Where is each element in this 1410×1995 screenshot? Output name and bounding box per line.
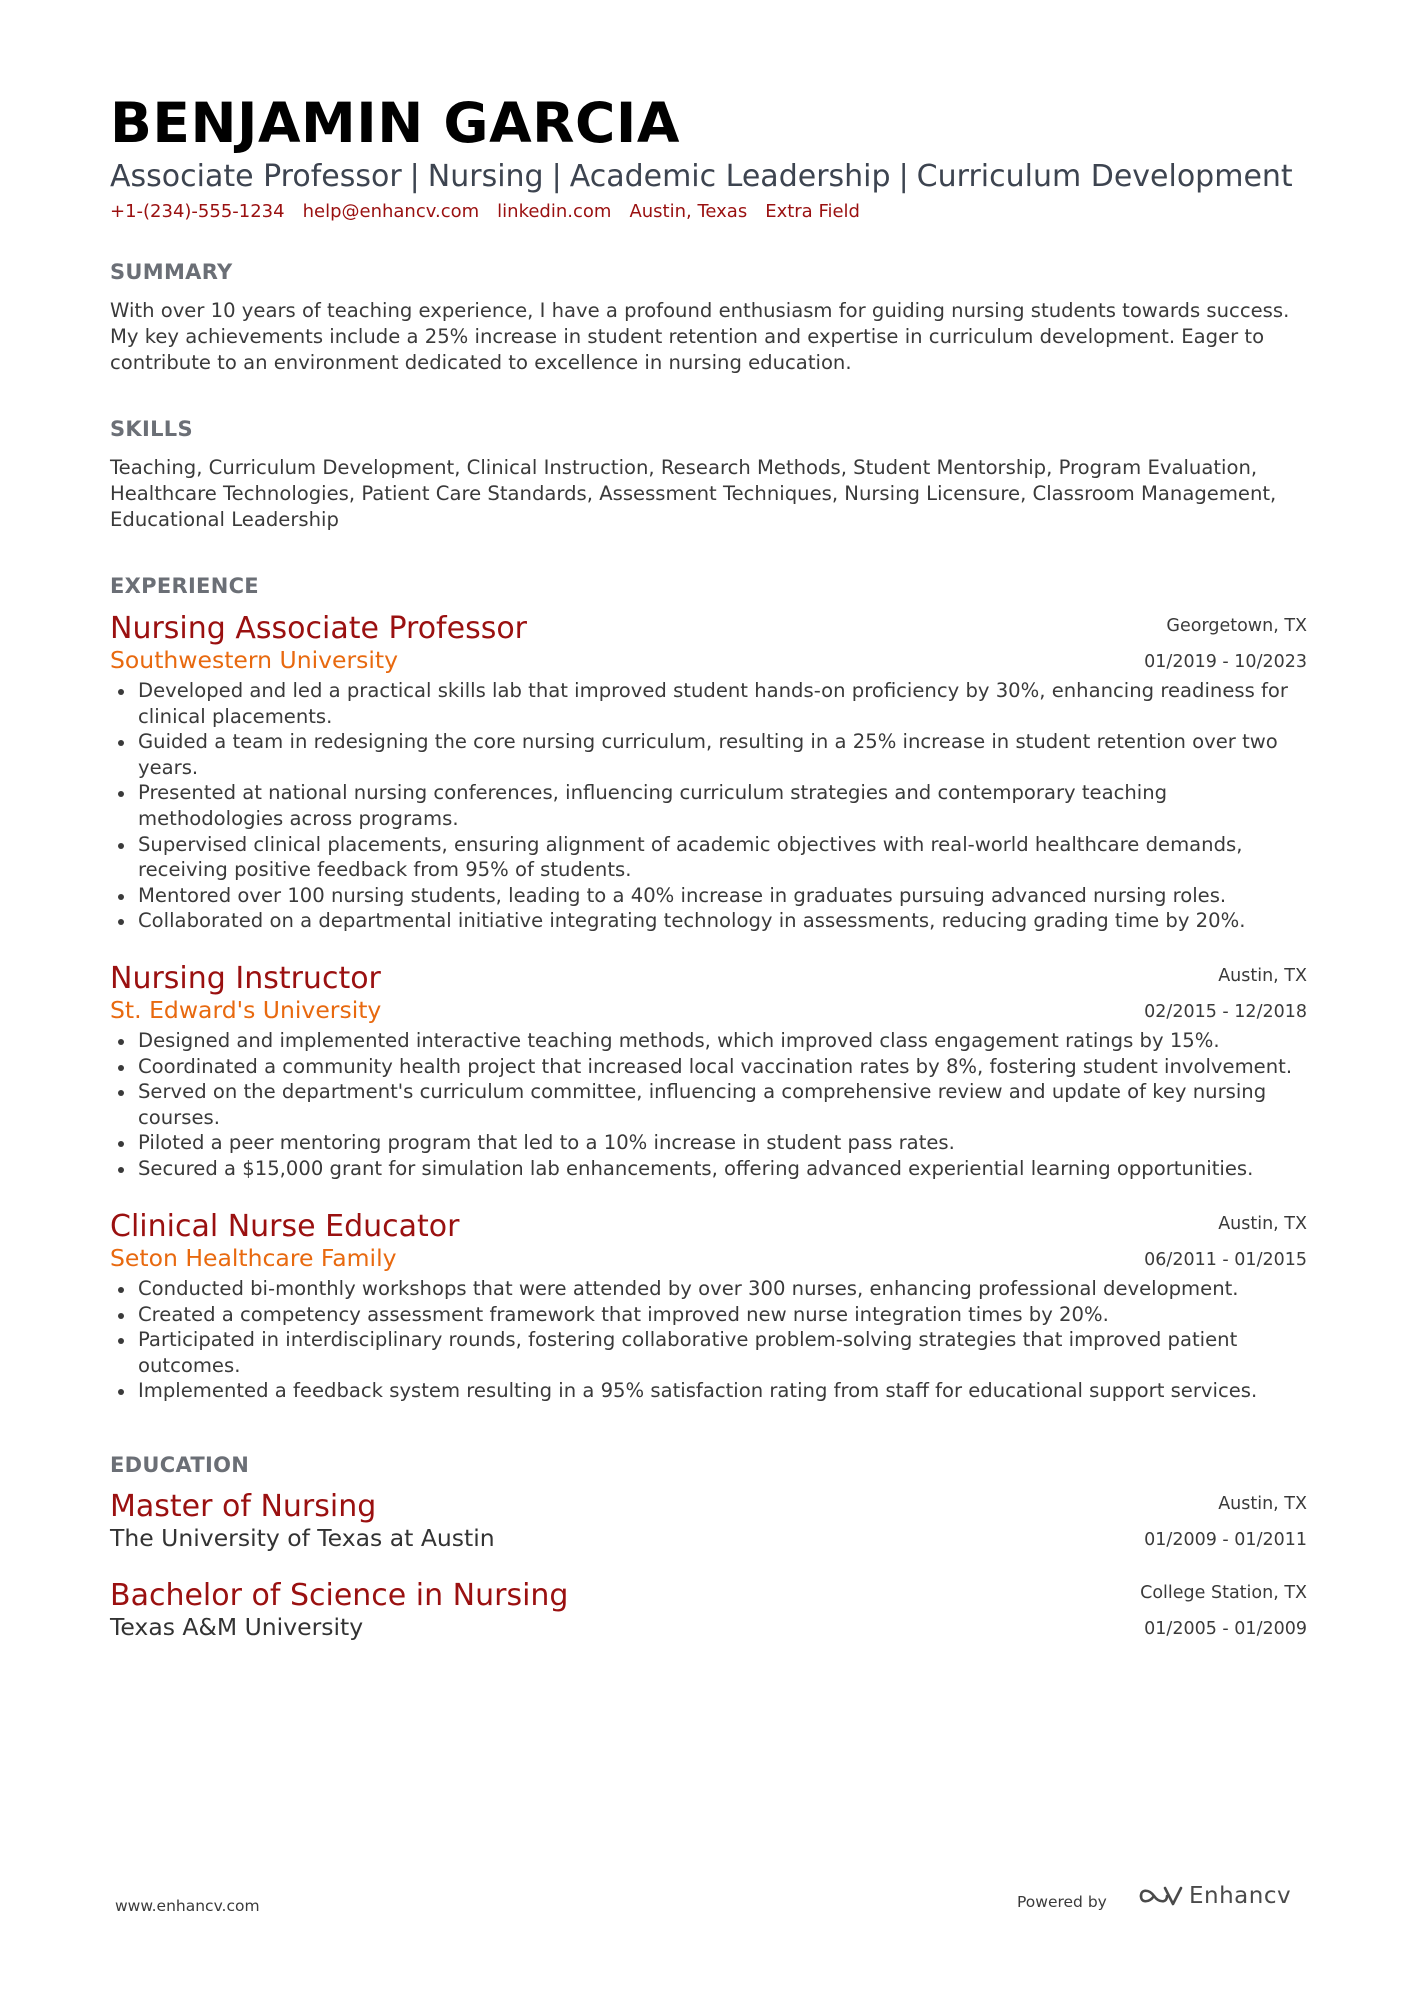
job-bullet: Supervised clinical placements, ensuring alignment of academic objectives with real-world healthcare demands, receiving positive feedback from 95% of students. bbox=[110, 832, 1307, 883]
job-title: Nursing Associate Professor bbox=[110, 611, 528, 646]
contact-info bbox=[110, 203, 878, 221]
job-bullets bbox=[110, 1028, 1307, 1182]
job-bullet: Secured a $15,000 grant for simulation lab enhancements, offering advanced experiential learning opportunities. bbox=[110, 1156, 1307, 1182]
education-section-title: EDUCATION bbox=[110, 1453, 250, 1477]
job-bullet: Piloted a peer mentoring program that led to a 10% increase in student pass rates. bbox=[110, 1130, 1307, 1156]
job-bullets bbox=[110, 678, 1307, 934]
headline bbox=[110, 159, 1293, 194]
education-location: Austin, TX bbox=[1218, 1494, 1307, 1514]
contact-email[interactable]: help@enhancv.com bbox=[302, 201, 480, 222]
brand-logo[interactable] bbox=[1137, 1883, 1291, 1909]
brand-name: Enhancv bbox=[1189, 1883, 1292, 1909]
enhancv-logo-icon bbox=[1137, 1883, 1183, 1909]
job-organization: Southwestern University bbox=[110, 646, 399, 674]
headline-separator: | bbox=[551, 159, 562, 194]
skills-section-title: SKILLS bbox=[110, 417, 193, 441]
school-name: The University of Texas at Austin bbox=[110, 1524, 495, 1552]
job-dates: 01/2019 - 10/2023 bbox=[1144, 652, 1307, 672]
job-bullets bbox=[110, 1276, 1307, 1404]
skills-text: Teaching, Curriculum Development, Clinical Instruction, Research Methods, Student Mentorship, Program Evaluation, Healthcare Technologies, Patient Care Standards, Assessment Techniques, Nursing Licensure, Classroom Management, Educational Leadership bbox=[110, 456, 1277, 531]
summary-section-title: SUMMARY bbox=[110, 260, 233, 284]
contact-phone[interactable]: +1-(234)-555-1234 bbox=[110, 201, 285, 222]
job-organization: Seton Healthcare Family bbox=[110, 1244, 397, 1272]
contact-extra-field: Extra Field bbox=[765, 201, 860, 222]
job-title: Clinical Nurse Educator bbox=[110, 1209, 460, 1244]
education-entry bbox=[110, 1579, 1307, 1641]
contact-linkedin[interactable]: linkedin.com bbox=[497, 201, 612, 222]
job-bullet: Mentored over 100 nursing students, leading to a 40% increase in graduates pursuing advanced nursing roles. bbox=[110, 883, 1307, 909]
job-bullet: Participated in interdisciplinary rounds, fostering collaborative problem-solving strategies that improved patient outcomes. bbox=[110, 1327, 1307, 1378]
job-bullet: Presented at national nursing conferences, influencing curriculum strategies and contemporary teaching methodologies across programs. bbox=[110, 780, 1307, 831]
experience-entry bbox=[110, 1210, 1307, 1404]
job-bullet: Developed and led a practical skills lab that improved student hands-on proficiency by 30%, enhancing readiness for clinical placements. bbox=[110, 678, 1307, 729]
headline-separator: | bbox=[898, 159, 909, 194]
school-name: Texas A&M University bbox=[110, 1613, 364, 1641]
experience-entry bbox=[110, 612, 1307, 934]
job-bullet: Served on the department's curriculum committee, influencing a comprehensive review and update of key nursing courses. bbox=[110, 1079, 1307, 1130]
job-organization: St. Edward's University bbox=[110, 996, 382, 1024]
job-location: Georgetown, TX bbox=[1166, 616, 1307, 636]
education-dates: 01/2005 - 01/2009 bbox=[1144, 1619, 1307, 1639]
job-bullet: Guided a team in redesigning the core nursing curriculum, resulting in a 25% increase in student retention over two years. bbox=[110, 729, 1307, 780]
job-bullet: Collaborated on a departmental initiative integrating technology in assessments, reducing grading time by 20%. bbox=[110, 908, 1307, 934]
degree-title: Bachelor of Science in Nursing bbox=[110, 1578, 569, 1613]
education-location: College Station, TX bbox=[1140, 1583, 1307, 1603]
contact-location: Austin, Texas bbox=[629, 201, 748, 222]
job-bullet: Conducted bi-monthly workshops that were attended by over 300 nurses, enhancing professional development. bbox=[110, 1276, 1307, 1302]
powered-by-label: Powered by bbox=[1017, 1893, 1107, 1911]
headline-item: Curriculum Development bbox=[916, 159, 1293, 194]
headline-item: Associate Professor bbox=[110, 159, 402, 194]
job-location: Austin, TX bbox=[1218, 1214, 1307, 1234]
headline-item: Academic Leadership bbox=[569, 159, 891, 194]
headline-separator: | bbox=[409, 159, 420, 194]
job-dates: 02/2015 - 12/2018 bbox=[1144, 1002, 1307, 1022]
job-bullet: Implemented a feedback system resulting in a 95% satisfaction rating from staff for educational support services. bbox=[110, 1378, 1307, 1404]
experience-section-title: EXPERIENCE bbox=[110, 574, 259, 598]
job-dates: 06/2011 - 01/2015 bbox=[1144, 1250, 1307, 1270]
footer-url[interactable]: www.enhancv.com bbox=[115, 1897, 260, 1915]
headline-item: Nursing bbox=[427, 159, 544, 194]
degree-title: Master of Nursing bbox=[110, 1489, 377, 1524]
summary-text: With over 10 years of teaching experience, I have a profound enthusiasm for guiding nursing students towards success. My key achievements include a 25% increase in student retention and expertise in curriculum development. Eager to contribute to an environment dedicated to excellence in nursing education. bbox=[110, 299, 1290, 374]
candidate-name: BENJAMIN GARCIA bbox=[110, 91, 680, 155]
education-dates: 01/2009 - 01/2011 bbox=[1144, 1530, 1307, 1550]
job-bullet: Created a competency assessment framework that improved new nurse integration times by 20%. bbox=[110, 1302, 1307, 1328]
job-title: Nursing Instructor bbox=[110, 961, 381, 996]
job-location: Austin, TX bbox=[1218, 966, 1307, 986]
job-bullet: Coordinated a community health project that increased local vaccination rates by 8%, fostering student involvement. bbox=[110, 1054, 1307, 1080]
education-entry bbox=[110, 1490, 1307, 1552]
experience-entry bbox=[110, 962, 1307, 1182]
job-bullet: Designed and implemented interactive teaching methods, which improved class engagement ratings by 15%. bbox=[110, 1028, 1307, 1054]
